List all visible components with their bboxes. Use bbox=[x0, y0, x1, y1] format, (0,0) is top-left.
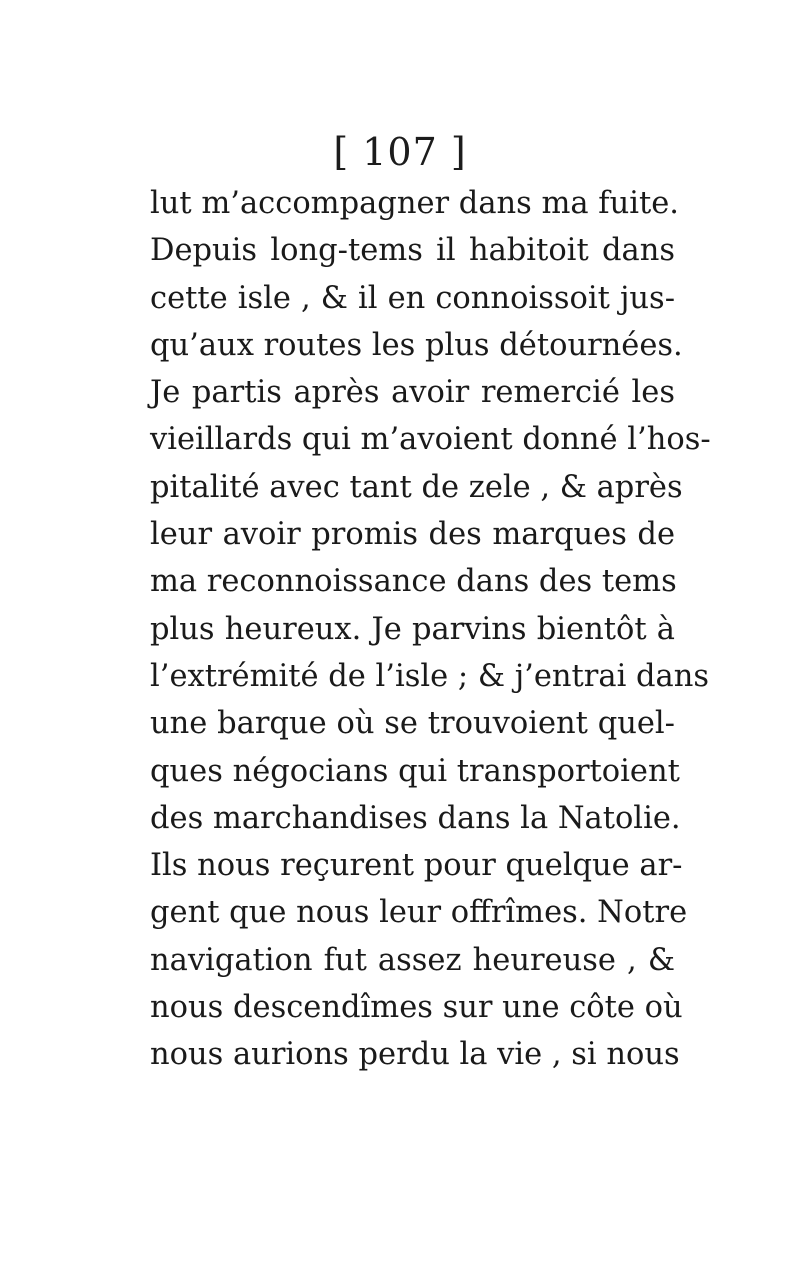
text-line: plus heureux. Je parvins bientôt à bbox=[150, 611, 675, 647]
text-line: ma reconnoissance dans des tems bbox=[150, 564, 677, 600]
text-line: lut m’accompagner dans ma fuite. bbox=[150, 186, 679, 221]
text-line: Ils nous reçurent pour quelque ar- bbox=[150, 848, 683, 884]
text-line: une barque où se trouvoient quel- bbox=[150, 706, 675, 742]
text-line: cette isle , & il en connoissoit jus- bbox=[150, 280, 675, 316]
text-line: des marchandises dans la Natolie. bbox=[150, 800, 681, 836]
text-line: nous descendîmes sur une côte où bbox=[150, 990, 683, 1026]
text-line: nous aurions perdu la vie , si nous bbox=[150, 1037, 680, 1073]
page-number: [ 107 ] bbox=[333, 130, 467, 174]
text-line: gent que nous leur offrîmes. Notre bbox=[150, 895, 688, 931]
text-line: Je partis après avoir remercié les bbox=[150, 375, 675, 411]
text-line: qu’aux routes les plus détournées. bbox=[150, 327, 683, 363]
text-line: navigation fut assez heureuse , & bbox=[150, 942, 675, 978]
text-line: leur avoir promis des marques de bbox=[150, 517, 675, 553]
text-line: l’extrémité de l’isle ; & j’entrai dans bbox=[150, 658, 710, 694]
text-line: ques négocians qui transportoient bbox=[150, 753, 680, 789]
text-line: vieillards qui m’avoient donné l’hos- bbox=[150, 422, 711, 458]
text-line: Depuis long-tems il habitoit dans bbox=[150, 233, 675, 269]
text-line: pitalité avec tant de zele , & après bbox=[150, 469, 683, 505]
body-text bbox=[150, 180, 711, 1079]
